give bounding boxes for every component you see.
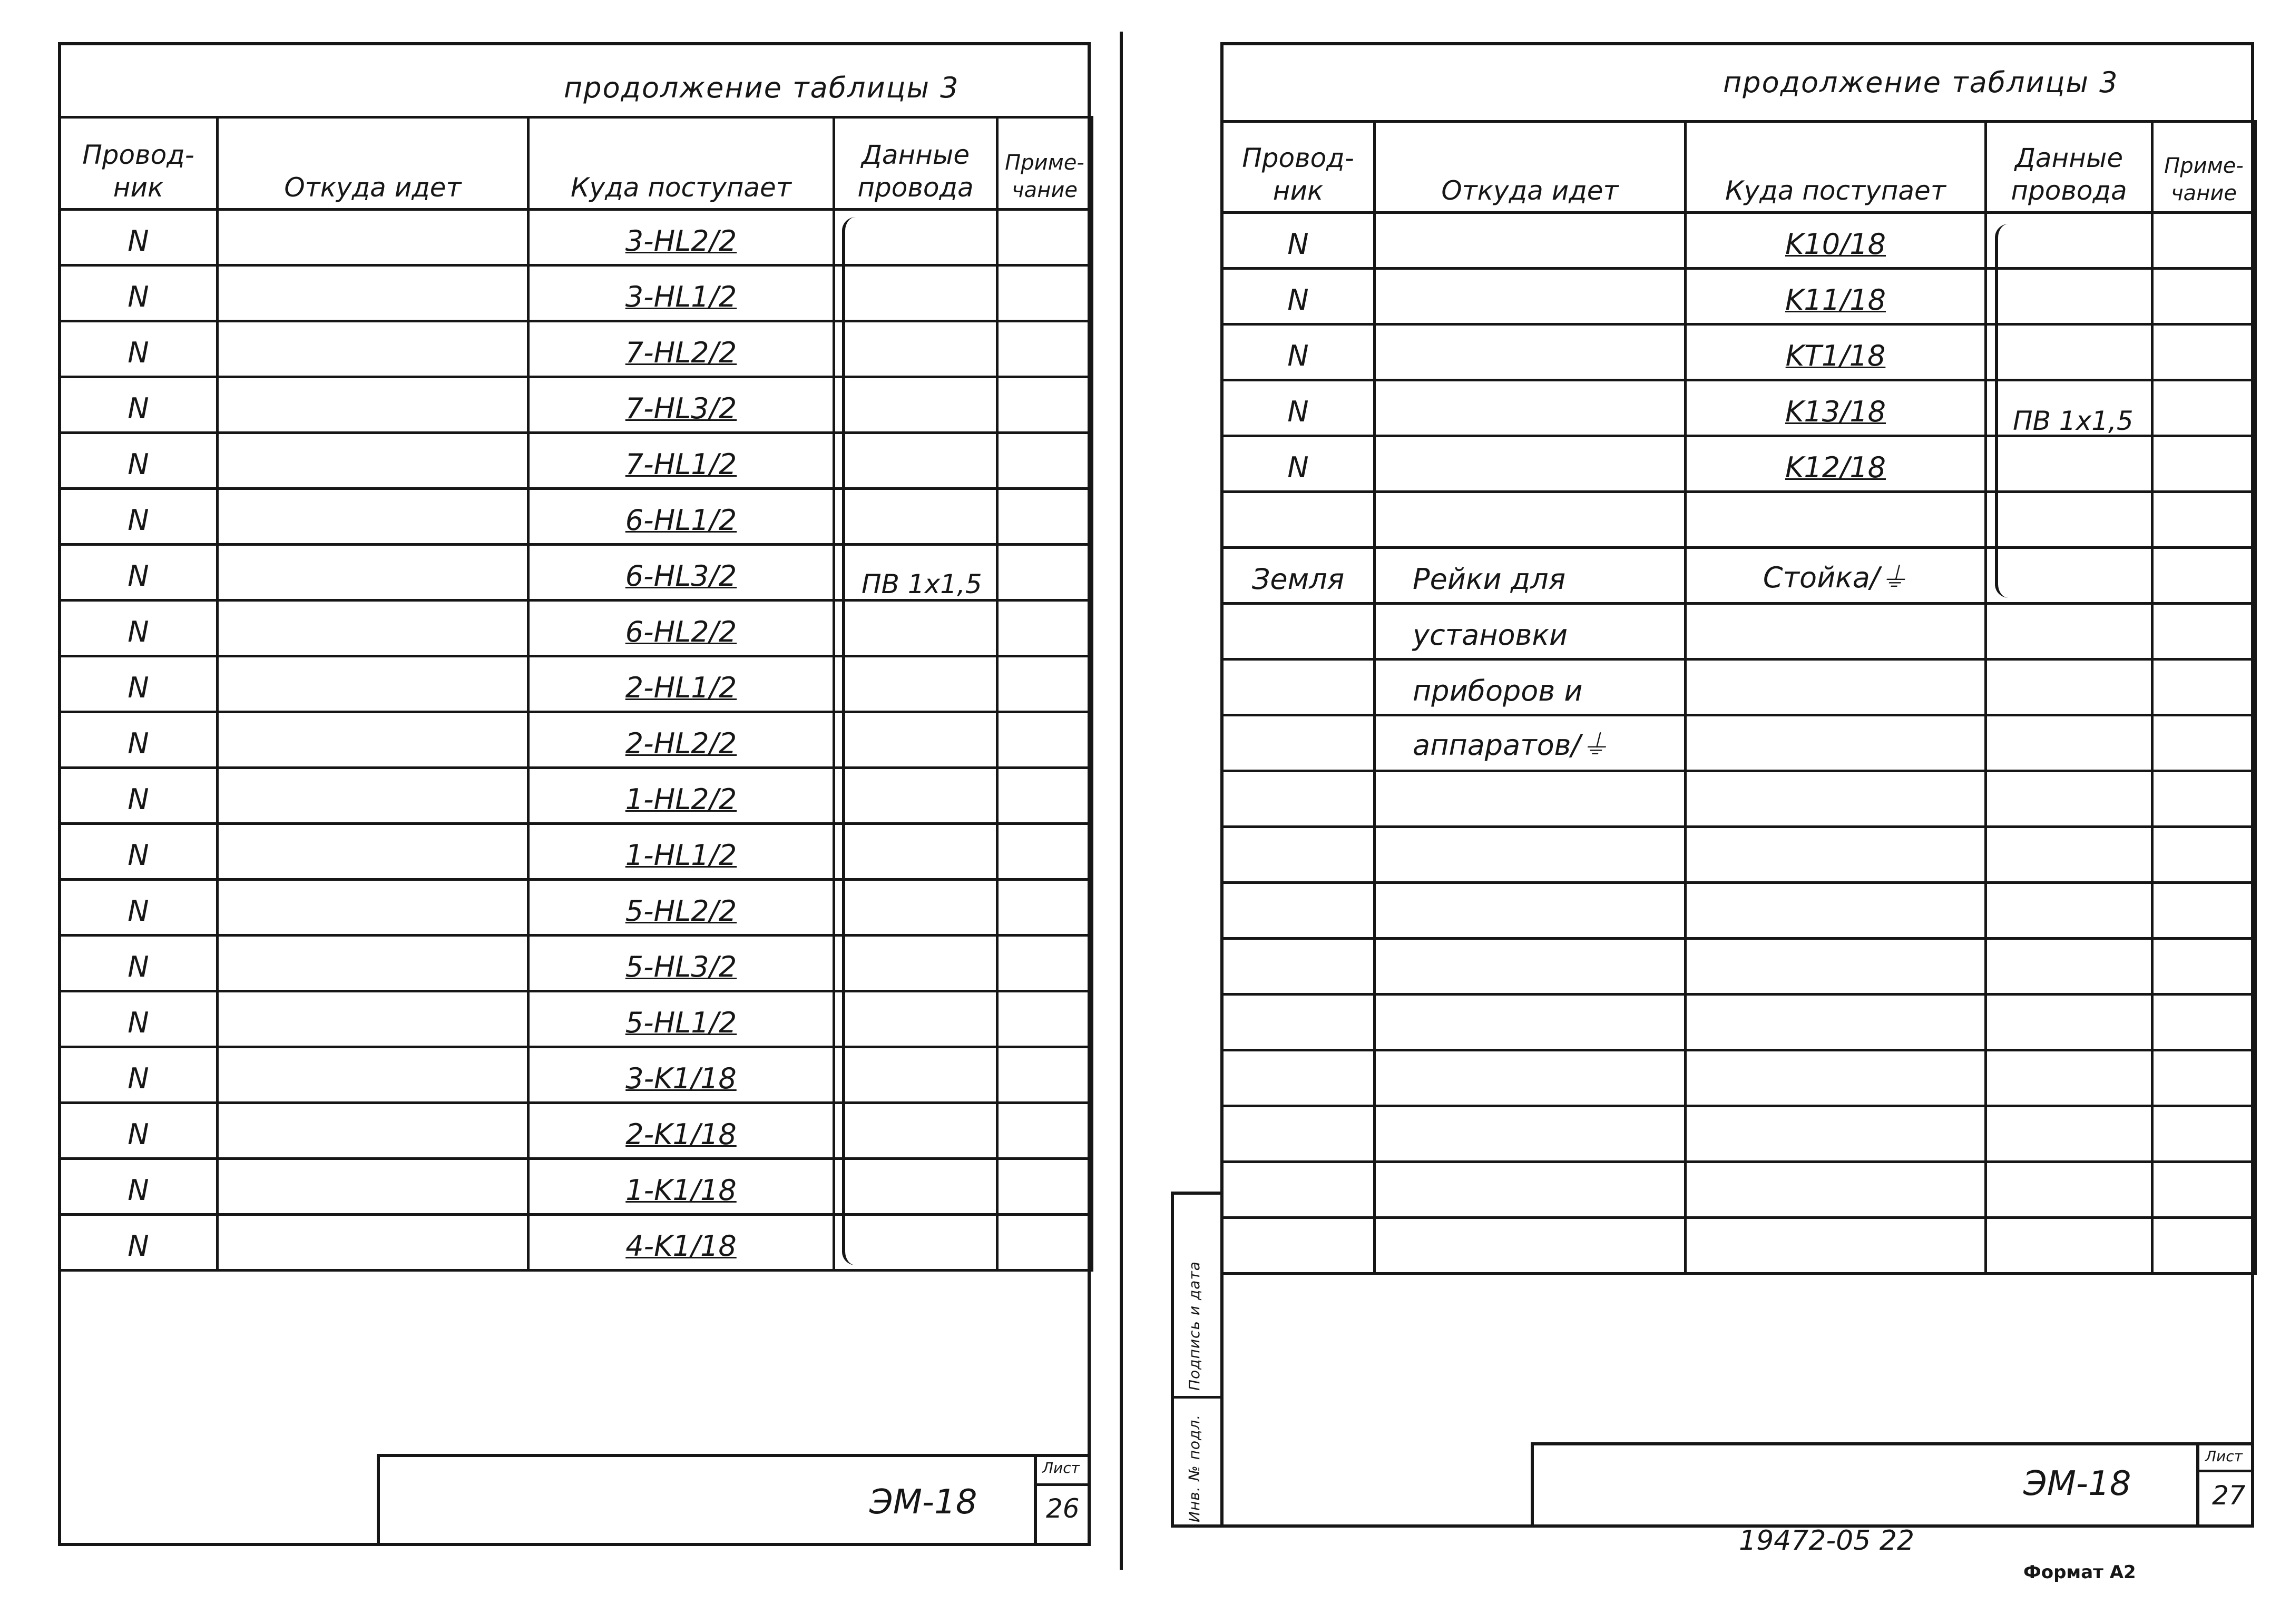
cell-conductor: N [60, 1159, 218, 1215]
cell-note [2152, 827, 2256, 883]
cell-conductor [1222, 660, 1375, 715]
cell-from [1375, 883, 1686, 939]
cell-conductor: N [60, 489, 218, 545]
cell-conductor: N [60, 1047, 218, 1103]
cell-from [1375, 771, 1686, 827]
table-row [60, 991, 1092, 1047]
cell-note [997, 880, 1092, 936]
cell-to: 3-HL1/2 [529, 265, 834, 321]
cell-from [1375, 380, 1686, 436]
table-row [1222, 1162, 2256, 1218]
header-from: Откуда идет [218, 117, 529, 210]
cell-to: 3-K1/18 [529, 1047, 834, 1103]
cell-conductor: N [60, 433, 218, 489]
cell-from [218, 824, 529, 880]
cell-conductor: N [60, 824, 218, 880]
left-sheet-number: 26 [1046, 1493, 1080, 1524]
cell-conductor: N [1222, 380, 1375, 436]
cell-conductor: N [60, 1103, 218, 1159]
cell-to: KT1/18 [1686, 324, 1986, 380]
cell-to: 2-K1/18 [529, 1103, 834, 1159]
cell-note [2152, 213, 2256, 269]
table-row [60, 824, 1092, 880]
cell-from [218, 1103, 529, 1159]
table-row [60, 712, 1092, 768]
cell-note [2152, 995, 2256, 1050]
table-row [1222, 1106, 2256, 1162]
table-row [1222, 995, 2256, 1050]
header-to: Куда поступает [1686, 122, 1986, 213]
right-title-hline [2196, 1470, 2254, 1472]
side-stamp-divider [1171, 1396, 1224, 1399]
table-row [1222, 213, 2256, 269]
cell-wire [1986, 995, 2152, 1050]
cell-note [997, 545, 1092, 601]
table-row [1222, 1218, 2256, 1274]
cell-note [997, 656, 1092, 712]
cell-wire [1986, 939, 2152, 995]
table-row [1222, 715, 2256, 771]
right-sheet-number: 27 [2212, 1480, 2246, 1511]
cell-conductor [1222, 492, 1375, 548]
cell-conductor [1222, 995, 1375, 1050]
cell-conductor: Земля [1222, 548, 1375, 604]
cell-from [1375, 1106, 1686, 1162]
cell-note [2152, 380, 2256, 436]
cell-from: приборов и [1375, 660, 1686, 715]
table-row [1222, 436, 2256, 492]
cell-to: K13/18 [1686, 380, 1986, 436]
cell-note [997, 936, 1092, 991]
cell-from [1375, 492, 1686, 548]
cell-conductor [1222, 1050, 1375, 1106]
cell-conductor [1222, 715, 1375, 771]
left-doc-code: ЭМ-18 [869, 1483, 977, 1522]
cell-from [1375, 939, 1686, 995]
cell-from [1375, 995, 1686, 1050]
cell-wire [1986, 660, 2152, 715]
cell-from [1375, 1050, 1686, 1106]
cell-note [997, 265, 1092, 321]
cell-conductor [1222, 1218, 1375, 1274]
cell-to [1686, 1050, 1986, 1106]
cell-from [218, 1047, 529, 1103]
cell-note [2152, 660, 2256, 715]
cell-wire [1986, 1106, 2152, 1162]
cell-from [1375, 269, 1686, 324]
left-table-continuation: продолжение таблицы 3 [564, 71, 960, 104]
table-row [1222, 771, 2256, 827]
cell-note [2152, 604, 2256, 660]
cell-from [218, 1215, 529, 1271]
cell-note [997, 1047, 1092, 1103]
cell-to: K11/18 [1686, 269, 1986, 324]
cell-conductor [1222, 939, 1375, 995]
footer-format: Формат А2 [2023, 1562, 2136, 1583]
table-row [60, 377, 1092, 433]
cell-to: 2-HL2/2 [529, 712, 834, 768]
cell-from [218, 321, 529, 377]
cell-to [1686, 1218, 1986, 1274]
table-row [60, 321, 1092, 377]
cell-note [997, 1159, 1092, 1215]
table-row [1222, 492, 2256, 548]
cell-conductor: N [60, 991, 218, 1047]
cell-from [218, 656, 529, 712]
cell-to [1686, 604, 1986, 660]
cell-to: 5-HL1/2 [529, 991, 834, 1047]
cell-wire [1986, 827, 2152, 883]
cell-conductor: N [60, 545, 218, 601]
cell-to: 7-HL1/2 [529, 433, 834, 489]
cell-to: 6-HL2/2 [529, 601, 834, 656]
table-row [1222, 939, 2256, 995]
cell-note [2152, 883, 2256, 939]
table-row [60, 880, 1092, 936]
cell-to: 1-HL2/2 [529, 768, 834, 824]
header-note: Приме-чание [997, 117, 1092, 210]
footer-doc-number: 19472-05 22 [1739, 1525, 1915, 1557]
cell-note [997, 991, 1092, 1047]
cell-note [997, 321, 1092, 377]
cell-to [1686, 883, 1986, 939]
cell-to: 5-HL3/2 [529, 936, 834, 991]
cell-from [1375, 1218, 1686, 1274]
header-from: Откуда идет [1375, 122, 1686, 213]
cell-note [2152, 548, 2256, 604]
cell-conductor: N [60, 210, 218, 265]
table-row [60, 1047, 1092, 1103]
left-wiring-table [58, 116, 1093, 1272]
cell-wire [1986, 715, 2152, 771]
header-to: Куда поступает [529, 117, 834, 210]
center-fold-line [1120, 32, 1123, 1570]
cell-note [2152, 939, 2256, 995]
cell-note [997, 712, 1092, 768]
cell-from [218, 601, 529, 656]
cell-conductor: N [60, 1215, 218, 1271]
cell-conductor [1222, 1106, 1375, 1162]
cell-wire [1986, 1218, 2152, 1274]
cell-from [218, 433, 529, 489]
cell-from [218, 768, 529, 824]
table-row [1222, 1050, 2256, 1106]
cell-note [2152, 1218, 2256, 1274]
header-note: Приме-чание [2152, 122, 2256, 213]
cell-to: 5-HL2/2 [529, 880, 834, 936]
cell-note [2152, 771, 2256, 827]
cell-conductor: N [60, 265, 218, 321]
cell-note [2152, 269, 2256, 324]
cell-to [1686, 1162, 1986, 1218]
cell-note [997, 377, 1092, 433]
cell-conductor [1222, 827, 1375, 883]
cell-to: 3-HL2/2 [529, 210, 834, 265]
table-row [60, 1215, 1092, 1271]
cell-conductor [1222, 604, 1375, 660]
table-row [60, 768, 1092, 824]
cell-to: Стойка/⏚ [1686, 548, 1986, 604]
cell-to: 7-HL3/2 [529, 377, 834, 433]
cell-to: 1-HL1/2 [529, 824, 834, 880]
cell-conductor: N [60, 377, 218, 433]
right-doc-code: ЭМ-18 [2023, 1464, 2131, 1503]
cell-to: 4-K1/18 [529, 1215, 834, 1271]
cell-note [2152, 1162, 2256, 1218]
cell-wire [1986, 1162, 2152, 1218]
cell-from: Рейки для [1375, 548, 1686, 604]
cell-to: K12/18 [1686, 436, 1986, 492]
cell-note [2152, 436, 2256, 492]
cell-note [997, 1103, 1092, 1159]
right-wire-spec: ПВ 1x1,5 [2013, 406, 2134, 436]
cell-to [1686, 1106, 1986, 1162]
cell-note [997, 601, 1092, 656]
cell-from [1375, 436, 1686, 492]
cell-from [218, 210, 529, 265]
cell-from: аппаратов/⏚ [1375, 715, 1686, 771]
table-row [60, 1103, 1092, 1159]
cell-from [1375, 1162, 1686, 1218]
cell-conductor: N [1222, 269, 1375, 324]
cell-to [1686, 492, 1986, 548]
cell-to: 1-K1/18 [529, 1159, 834, 1215]
cell-note [997, 1215, 1092, 1271]
cell-conductor [1222, 883, 1375, 939]
right-title-divider [2196, 1442, 2199, 1528]
cell-conductor: N [60, 712, 218, 768]
left-sheet-label: Лист [1042, 1459, 1080, 1477]
cell-to [1686, 995, 1986, 1050]
left-title-divider [1034, 1454, 1037, 1546]
cell-conductor: N [1222, 324, 1375, 380]
table-row [60, 433, 1092, 489]
cell-note [997, 824, 1092, 880]
cell-from [218, 880, 529, 936]
table-row [60, 265, 1092, 321]
header-wire-data: Данные провода [834, 117, 997, 210]
table-row [1222, 604, 2256, 660]
header-wire-data: Данные провода [1986, 122, 2152, 213]
side-stamp-inv: Инв. № подл. [1186, 1414, 1203, 1522]
table-row [60, 656, 1092, 712]
cell-note [997, 210, 1092, 265]
cell-conductor: N [60, 601, 218, 656]
cell-from [218, 265, 529, 321]
cell-to: K10/18 [1686, 213, 1986, 269]
table-row [1222, 827, 2256, 883]
table-row [60, 489, 1092, 545]
cell-note [2152, 492, 2256, 548]
cell-to: 7-HL2/2 [529, 321, 834, 377]
cell-conductor: N [60, 880, 218, 936]
cell-to [1686, 827, 1986, 883]
cell-wire [1986, 883, 2152, 939]
cell-to: 6-HL1/2 [529, 489, 834, 545]
table-row [60, 1159, 1092, 1215]
cell-wire [1986, 604, 2152, 660]
side-stamp-sign: Подпись и дата [1186, 1261, 1203, 1391]
cell-to [1686, 660, 1986, 715]
cell-from [1375, 213, 1686, 269]
cell-conductor: N [1222, 213, 1375, 269]
cell-to [1686, 715, 1986, 771]
cell-wire [1986, 771, 2152, 827]
cell-from [218, 489, 529, 545]
cell-note [2152, 1106, 2256, 1162]
cell-from [218, 545, 529, 601]
left-title-block [377, 1454, 1091, 1546]
cell-from [218, 377, 529, 433]
table-row [1222, 324, 2256, 380]
left-wire-brace [842, 217, 860, 1265]
cell-conductor [1222, 1162, 1375, 1218]
cell-note [2152, 715, 2256, 771]
header-conductor: Провод-ник [60, 117, 218, 210]
cell-conductor: N [60, 768, 218, 824]
table-row [1222, 660, 2256, 715]
cell-conductor: N [1222, 436, 1375, 492]
left-title-hline [1034, 1483, 1091, 1486]
table-row [60, 936, 1092, 991]
cell-conductor: N [60, 656, 218, 712]
cell-conductor [1222, 771, 1375, 827]
cell-note [997, 768, 1092, 824]
cell-conductor: N [60, 936, 218, 991]
right-title-block [1531, 1442, 2254, 1528]
table-row [60, 210, 1092, 265]
cell-to [1686, 939, 1986, 995]
cell-note [2152, 324, 2256, 380]
left-wire-spec: ПВ 1x1,5 [862, 569, 982, 599]
cell-from [218, 991, 529, 1047]
cell-note [997, 433, 1092, 489]
right-table-continuation: продолжение таблицы 3 [1723, 66, 2119, 99]
cell-conductor: N [60, 321, 218, 377]
table-row [1222, 548, 2256, 604]
cell-to: 6-HL3/2 [529, 545, 834, 601]
cell-from [218, 1159, 529, 1215]
table-row [1222, 883, 2256, 939]
table-row [60, 601, 1092, 656]
right-wiring-table [1220, 120, 2257, 1275]
cell-wire [1986, 1050, 2152, 1106]
cell-from: установки [1375, 604, 1686, 660]
right-sheet-label: Лист [2205, 1448, 2243, 1465]
cell-from [1375, 827, 1686, 883]
cell-to: 2-HL1/2 [529, 656, 834, 712]
cell-from [218, 936, 529, 991]
cell-note [2152, 1050, 2256, 1106]
cell-from [1375, 324, 1686, 380]
cell-from [218, 712, 529, 768]
right-wire-brace [1995, 224, 2013, 598]
header-conductor: Провод-ник [1222, 122, 1375, 213]
table-row [1222, 269, 2256, 324]
cell-to [1686, 771, 1986, 827]
cell-note [997, 489, 1092, 545]
